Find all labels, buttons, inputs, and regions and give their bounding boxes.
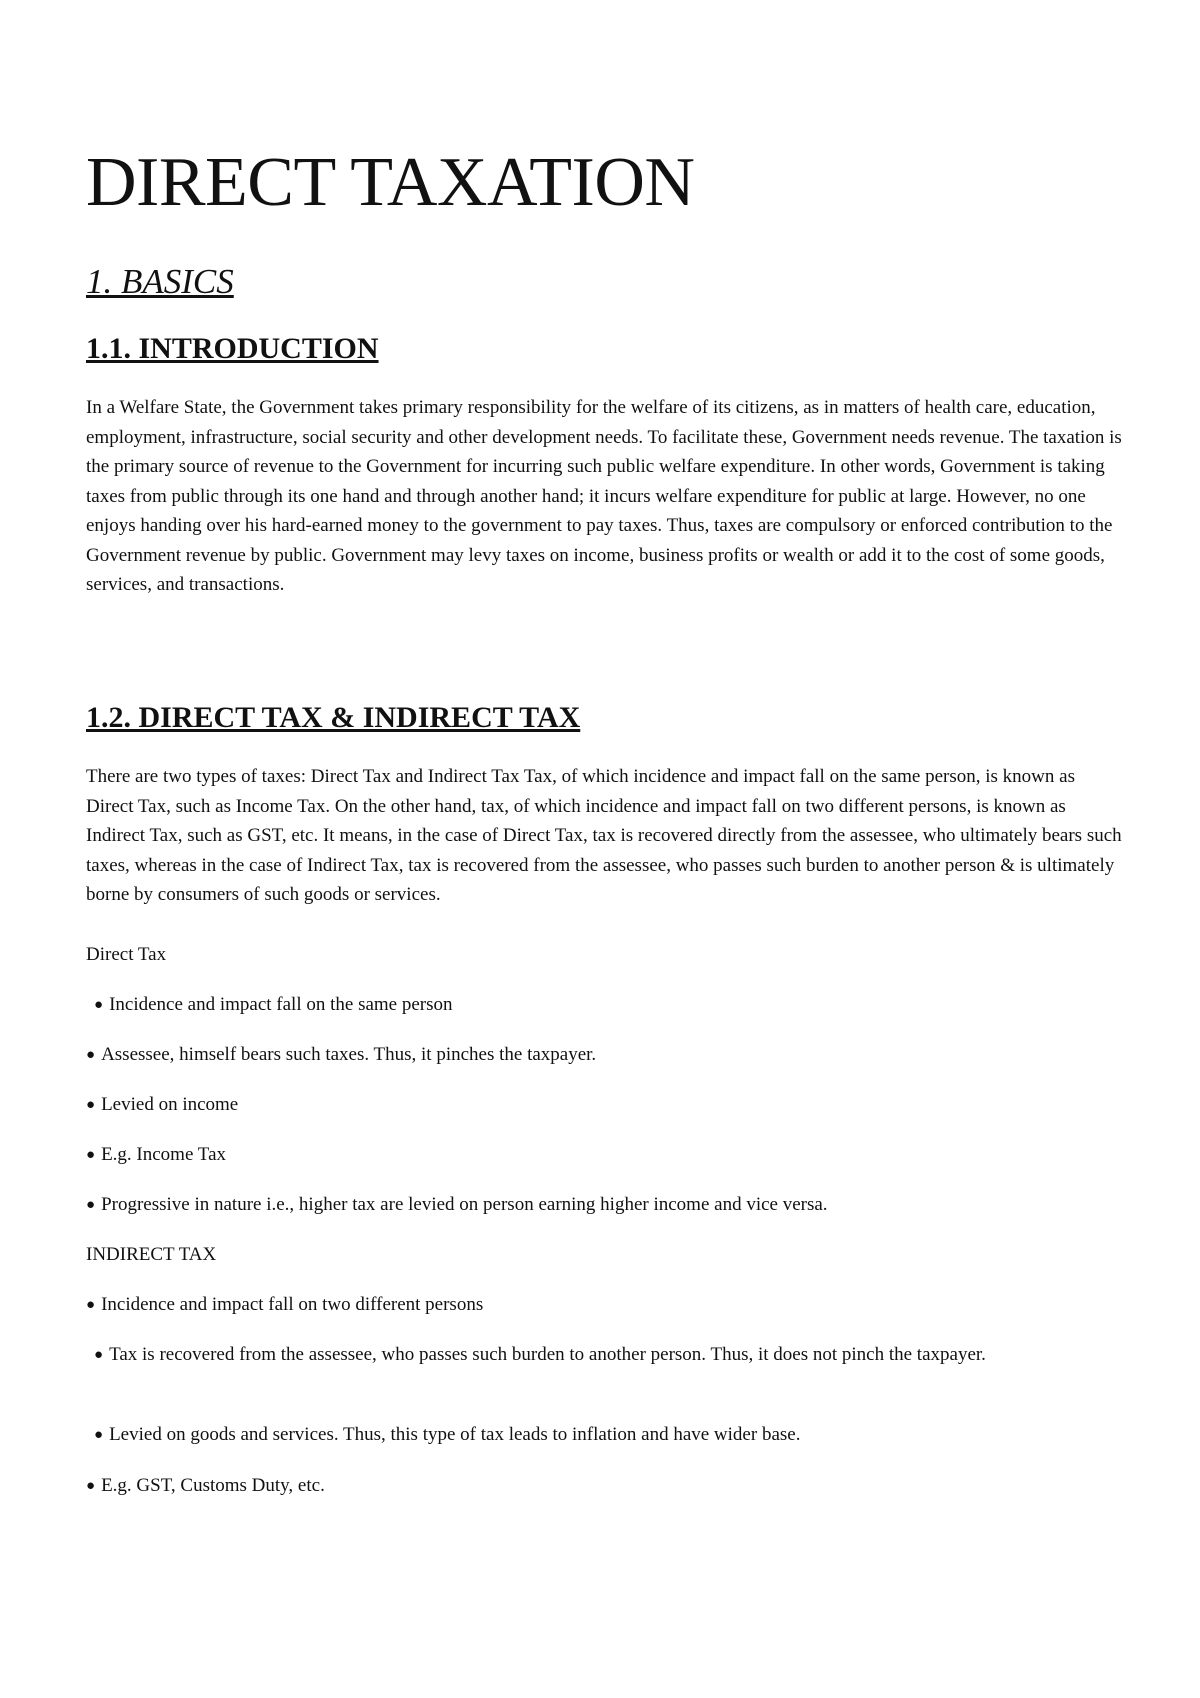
direct-tax-point: ● Levied on income	[86, 1090, 1126, 1122]
direct-tax-point: ● Progressive in nature i.e., higher tax are levied on person earning higher income and vice versa.	[86, 1190, 1126, 1222]
direct-tax-point: ● Incidence and impact fall on the same person	[86, 990, 1134, 1022]
chapter-heading: 1. BASICS	[86, 262, 234, 301]
indirect-tax-point: ● Tax is recovered from the assessee, who passes such burden to another person. Thus, it does not pinch the taxpayer.	[86, 1340, 1094, 1372]
direct-tax-point: ● Assessee, himself bears such taxes. Thus, it pinches the taxpayer.	[86, 1040, 1126, 1072]
indirect-tax-label: INDIRECT TAX	[86, 1244, 217, 1265]
tax-types-paragraph: There are two types of taxes: Direct Tax and Indirect Tax Tax, of which incidence and impact fall on the same person, is known as Direct Tax, such as Income Tax. On the other hand, tax, of which incidence and impact fall on two different persons, is known as Indirect Tax, such as GST, etc. It means, in the case of Direct Tax, tax is recovered directly from the assessee, who ultimately bears such taxes, whereas in the case of Indirect Tax, tax is recovered from the assessee, who passes such burden to another person & is ultimately borne by consumers of such goods or services.	[86, 766, 1122, 905]
section-heading-introduction: 1.1. INTRODUCTION	[86, 332, 379, 365]
indirect-tax-point: ● Levied on goods and services. Thus, this type of tax leads to inflation and have wider base.	[86, 1420, 1134, 1452]
indirect-tax-point: ● E.g. GST, Customs Duty, etc.	[86, 1471, 1126, 1503]
section-heading-direct-indirect-tax: 1.2. DIRECT TAX & INDIRECT TAX	[86, 701, 581, 734]
direct-tax-point: ● E.g. Income Tax	[86, 1140, 1126, 1172]
direct-tax-label: Direct Tax	[86, 944, 167, 965]
introduction-paragraph: In a Welfare State, the Government takes primary responsibility for the welfare of its citizens, as in matters of health care, education, employment, infrastructure, social security and other development needs. To facilitate these, Government needs revenue. The taxation is the primary source of revenue to the Government for incurring such public welfare expenditure. In other words, Government is taking taxes from public through its one hand and through another hand; it incurs welfare expenditure for public at large. However, no one enjoys handing over his hard-earned money to the government to pay taxes. Thus, taxes are compulsory or enforced contribution to the Government revenue by public. Government may levy taxes on income, business profits or wealth or add it to the cost of some goods, services, and transactions.	[86, 397, 1122, 595]
indirect-tax-point: ● Incidence and impact fall on two different persons	[86, 1290, 1126, 1322]
document-title: DIRECT TAXATION	[86, 144, 695, 221]
